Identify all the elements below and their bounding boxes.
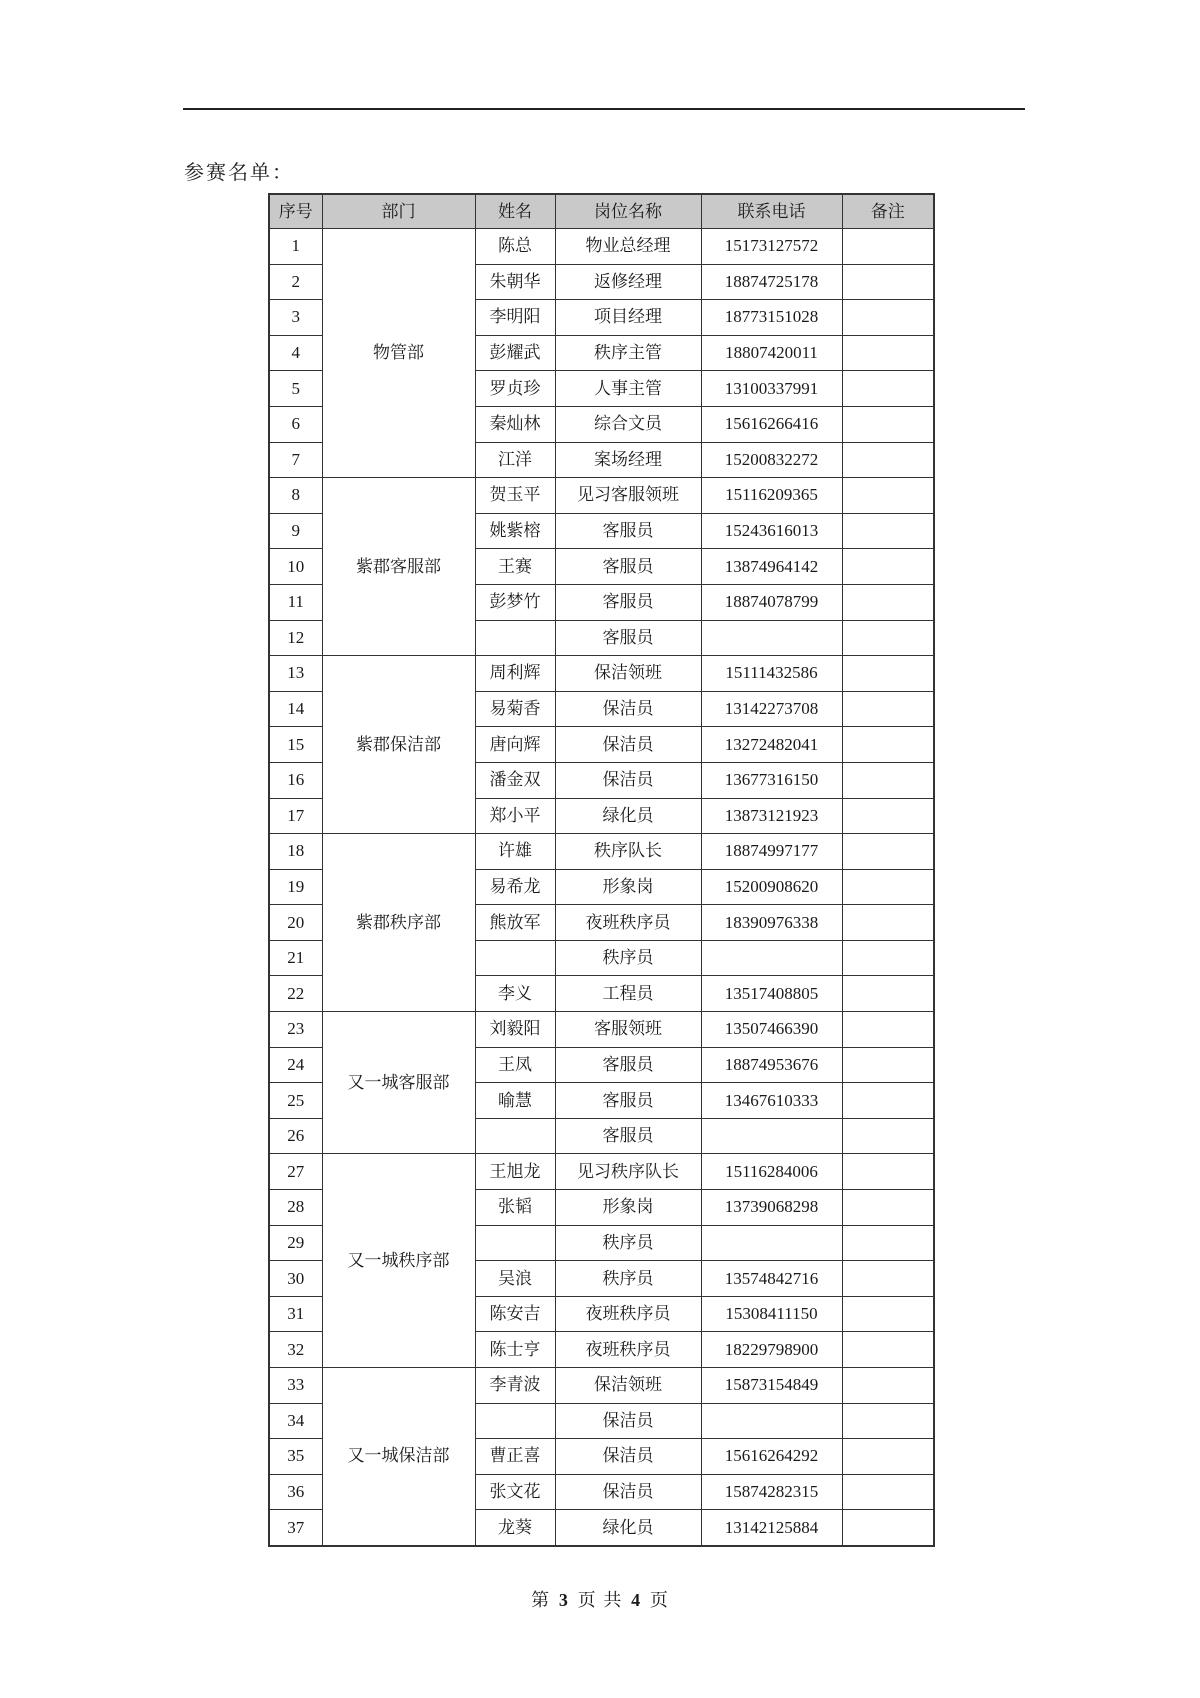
seq-cell: 7 [269,442,322,478]
position-cell: 秩序主管 [555,335,701,371]
phone-cell: 18390976338 [701,905,842,941]
phone-cell: 13467610333 [701,1083,842,1119]
note-cell [842,1439,934,1475]
position-cell: 保洁员 [555,1403,701,1439]
note-cell [842,762,934,798]
phone-cell: 13517408805 [701,976,842,1012]
seq-cell: 21 [269,940,322,976]
phone-cell: 15116284006 [701,1154,842,1190]
seq-cell: 30 [269,1261,322,1297]
position-cell: 保洁员 [555,1439,701,1475]
note-cell [842,656,934,692]
position-cell: 绿化员 [555,1510,701,1546]
position-cell: 客服员 [555,513,701,549]
note-cell [842,976,934,1012]
note-cell [842,1403,934,1439]
position-cell: 保洁领班 [555,1368,701,1404]
table-row [269,1154,934,1190]
phone-cell: 15200908620 [701,869,842,905]
name-cell: 周利辉 [475,656,555,692]
name-cell: 张文花 [475,1474,555,1510]
footer-middle: 页 共 [577,1590,623,1611]
phone-cell: 13739068298 [701,1190,842,1226]
note-cell [842,869,934,905]
note-cell [842,584,934,620]
seq-cell: 10 [269,549,322,585]
position-cell: 形象岗 [555,1190,701,1226]
seq-cell: 32 [269,1332,322,1368]
phone-cell [701,1403,842,1439]
seq-cell: 35 [269,1439,322,1475]
note-cell [842,1012,934,1048]
note-cell [842,940,934,976]
seq-cell: 34 [269,1403,322,1439]
seq-cell: 1 [269,229,322,265]
seq-cell: 25 [269,1083,322,1119]
phone-cell: 18874997177 [701,834,842,870]
position-cell: 物业总经理 [555,229,701,265]
position-cell: 案场经理 [555,442,701,478]
phone-cell: 13272482041 [701,727,842,763]
name-cell: 刘毅阳 [475,1012,555,1048]
note-cell [842,905,934,941]
seq-cell: 36 [269,1474,322,1510]
note-cell [842,264,934,300]
name-cell: 龙葵 [475,1510,555,1546]
dept-cell: 紫郡保洁部 [322,656,475,834]
position-cell: 保洁员 [555,691,701,727]
table-row [269,834,934,870]
phone-cell: 13874964142 [701,549,842,585]
dept-cell: 物管部 [322,229,475,478]
name-cell: 吴浪 [475,1261,555,1297]
note-cell [842,1190,934,1226]
seq-cell: 5 [269,371,322,407]
section-label: 参赛名单： [184,160,294,184]
phone-cell: 15173127572 [701,229,842,265]
note-cell [842,371,934,407]
note-cell [842,1118,934,1154]
position-cell: 见习秩序队长 [555,1154,701,1190]
seq-cell: 29 [269,1225,322,1261]
note-cell [842,1083,934,1119]
position-cell: 绿化员 [555,798,701,834]
position-cell: 秩序队长 [555,834,701,870]
dept-cell: 又一城保洁部 [322,1368,475,1546]
position-cell: 形象岗 [555,869,701,905]
seq-cell: 22 [269,976,322,1012]
note-cell [842,798,934,834]
note-cell [842,549,934,585]
footer-suffix: 页 [649,1590,669,1611]
note-cell [842,335,934,371]
name-cell: 王凤 [475,1047,555,1083]
name-cell: 彭耀武 [475,335,555,371]
name-cell: 易菊香 [475,691,555,727]
footer-prefix: 第 [531,1590,551,1611]
position-cell: 保洁员 [555,762,701,798]
seq-cell: 4 [269,335,322,371]
roster-body [269,229,934,1546]
name-cell: 陈安吉 [475,1296,555,1332]
seq-cell: 8 [269,478,322,514]
position-cell: 综合文员 [555,406,701,442]
phone-cell: 15874282315 [701,1474,842,1510]
name-cell: 秦灿林 [475,406,555,442]
seq-cell: 16 [269,762,322,798]
table-row [269,1368,934,1404]
name-cell: 唐向辉 [475,727,555,763]
position-cell: 客服员 [555,549,701,585]
name-cell: 易希龙 [475,869,555,905]
page-footer [0,1586,1200,1612]
position-cell: 保洁员 [555,1474,701,1510]
phone-cell: 15111432586 [701,656,842,692]
table-row [269,656,934,692]
seq-cell: 15 [269,727,322,763]
phone-cell: 18874725178 [701,264,842,300]
phone-cell [701,620,842,656]
phone-cell: 18229798900 [701,1332,842,1368]
footer-total-pages: 4 [631,1590,642,1610]
note-cell [842,727,934,763]
name-cell: 李明阳 [475,300,555,336]
seq-cell: 11 [269,584,322,620]
phone-cell: 18874953676 [701,1047,842,1083]
name-cell: 江洋 [475,442,555,478]
name-cell [475,1225,555,1261]
note-cell [842,478,934,514]
note-cell [842,1261,934,1297]
seq-cell: 17 [269,798,322,834]
phone-cell: 15873154849 [701,1368,842,1404]
name-cell [475,620,555,656]
name-cell [475,940,555,976]
position-cell: 客服员 [555,1047,701,1083]
table-row [269,229,934,265]
position-cell: 返修经理 [555,264,701,300]
position-cell: 秩序员 [555,940,701,976]
seq-cell: 6 [269,406,322,442]
dept-cell: 紫郡客服部 [322,478,475,656]
name-cell: 罗贞珍 [475,371,555,407]
name-cell: 彭梦竹 [475,584,555,620]
phone-cell: 13574842716 [701,1261,842,1297]
phone-cell: 15308411150 [701,1296,842,1332]
name-cell: 朱朝华 [475,264,555,300]
name-cell: 熊放军 [475,905,555,941]
note-cell [842,834,934,870]
note-cell [842,1510,934,1546]
name-cell: 曹正喜 [475,1439,555,1475]
name-cell: 郑小平 [475,798,555,834]
note-cell [842,300,934,336]
seq-cell: 23 [269,1012,322,1048]
table-header-row [269,194,934,229]
note-cell [842,406,934,442]
name-cell: 贺玉平 [475,478,555,514]
note-cell [842,1474,934,1510]
header-seq: 序号 [269,194,322,229]
phone-cell: 13507466390 [701,1012,842,1048]
seq-cell: 19 [269,869,322,905]
seq-cell: 2 [269,264,322,300]
position-cell: 客服员 [555,1118,701,1154]
name-cell [475,1403,555,1439]
phone-cell: 18773151028 [701,300,842,336]
header-phone: 联系电话 [701,194,842,229]
phone-cell [701,1118,842,1154]
phone-cell: 15116209365 [701,478,842,514]
phone-cell: 18807420011 [701,335,842,371]
seq-cell: 28 [269,1190,322,1226]
position-cell: 夜班秩序员 [555,1296,701,1332]
position-cell: 人事主管 [555,371,701,407]
seq-cell: 18 [269,834,322,870]
dept-cell: 又一城秩序部 [322,1154,475,1368]
position-cell: 见习客服领班 [555,478,701,514]
phone-cell: 15243616013 [701,513,842,549]
seq-cell: 20 [269,905,322,941]
note-cell [842,1225,934,1261]
seq-cell: 24 [269,1047,322,1083]
note-cell [842,1296,934,1332]
note-cell [842,229,934,265]
phone-cell: 13142273708 [701,691,842,727]
name-cell: 喻慧 [475,1083,555,1119]
name-cell: 许雄 [475,834,555,870]
header-position: 岗位名称 [555,194,701,229]
position-cell: 保洁领班 [555,656,701,692]
note-cell [842,513,934,549]
position-cell: 客服员 [555,584,701,620]
name-cell: 李青波 [475,1368,555,1404]
seq-cell: 37 [269,1510,322,1546]
position-cell: 保洁员 [555,727,701,763]
name-cell: 王赛 [475,549,555,585]
footer-current-page: 3 [558,1590,569,1610]
position-cell: 客服员 [555,620,701,656]
seq-cell: 33 [269,1368,322,1404]
position-cell: 工程员 [555,976,701,1012]
position-cell: 客服领班 [555,1012,701,1048]
phone-cell: 15616266416 [701,406,842,442]
dept-cell: 紫郡秩序部 [322,834,475,1012]
seq-cell: 31 [269,1296,322,1332]
header-note: 备注 [842,194,934,229]
position-cell: 秩序员 [555,1225,701,1261]
name-cell: 王旭龙 [475,1154,555,1190]
table-row [269,478,934,514]
name-cell: 潘金双 [475,762,555,798]
header-name: 姓名 [475,194,555,229]
dept-cell: 又一城客服部 [322,1012,475,1154]
phone-cell [701,940,842,976]
name-cell: 李义 [475,976,555,1012]
table-row [269,1012,934,1048]
seq-cell: 14 [269,691,322,727]
position-cell: 夜班秩序员 [555,1332,701,1368]
seq-cell: 12 [269,620,322,656]
position-cell: 项目经理 [555,300,701,336]
name-cell: 张韬 [475,1190,555,1226]
seq-cell: 9 [269,513,322,549]
phone-cell [701,1225,842,1261]
name-cell: 陈总 [475,229,555,265]
note-cell [842,620,934,656]
name-cell [475,1118,555,1154]
note-cell [842,1154,934,1190]
roster-table [268,193,935,1547]
header-dept: 部门 [322,194,475,229]
position-cell: 客服员 [555,1083,701,1119]
phone-cell: 18874078799 [701,584,842,620]
note-cell [842,1332,934,1368]
seq-cell: 13 [269,656,322,692]
note-cell [842,691,934,727]
name-cell: 陈士亨 [475,1332,555,1368]
name-cell: 姚紫榕 [475,513,555,549]
seq-cell: 3 [269,300,322,336]
note-cell [842,1047,934,1083]
note-cell [842,442,934,478]
header-rule [183,108,1025,110]
phone-cell: 13142125884 [701,1510,842,1546]
position-cell: 夜班秩序员 [555,905,701,941]
seq-cell: 27 [269,1154,322,1190]
phone-cell: 13873121923 [701,798,842,834]
phone-cell: 13677316150 [701,762,842,798]
phone-cell: 15200832272 [701,442,842,478]
phone-cell: 15616264292 [701,1439,842,1475]
note-cell [842,1368,934,1404]
phone-cell: 13100337991 [701,371,842,407]
seq-cell: 26 [269,1118,322,1154]
position-cell: 秩序员 [555,1261,701,1297]
